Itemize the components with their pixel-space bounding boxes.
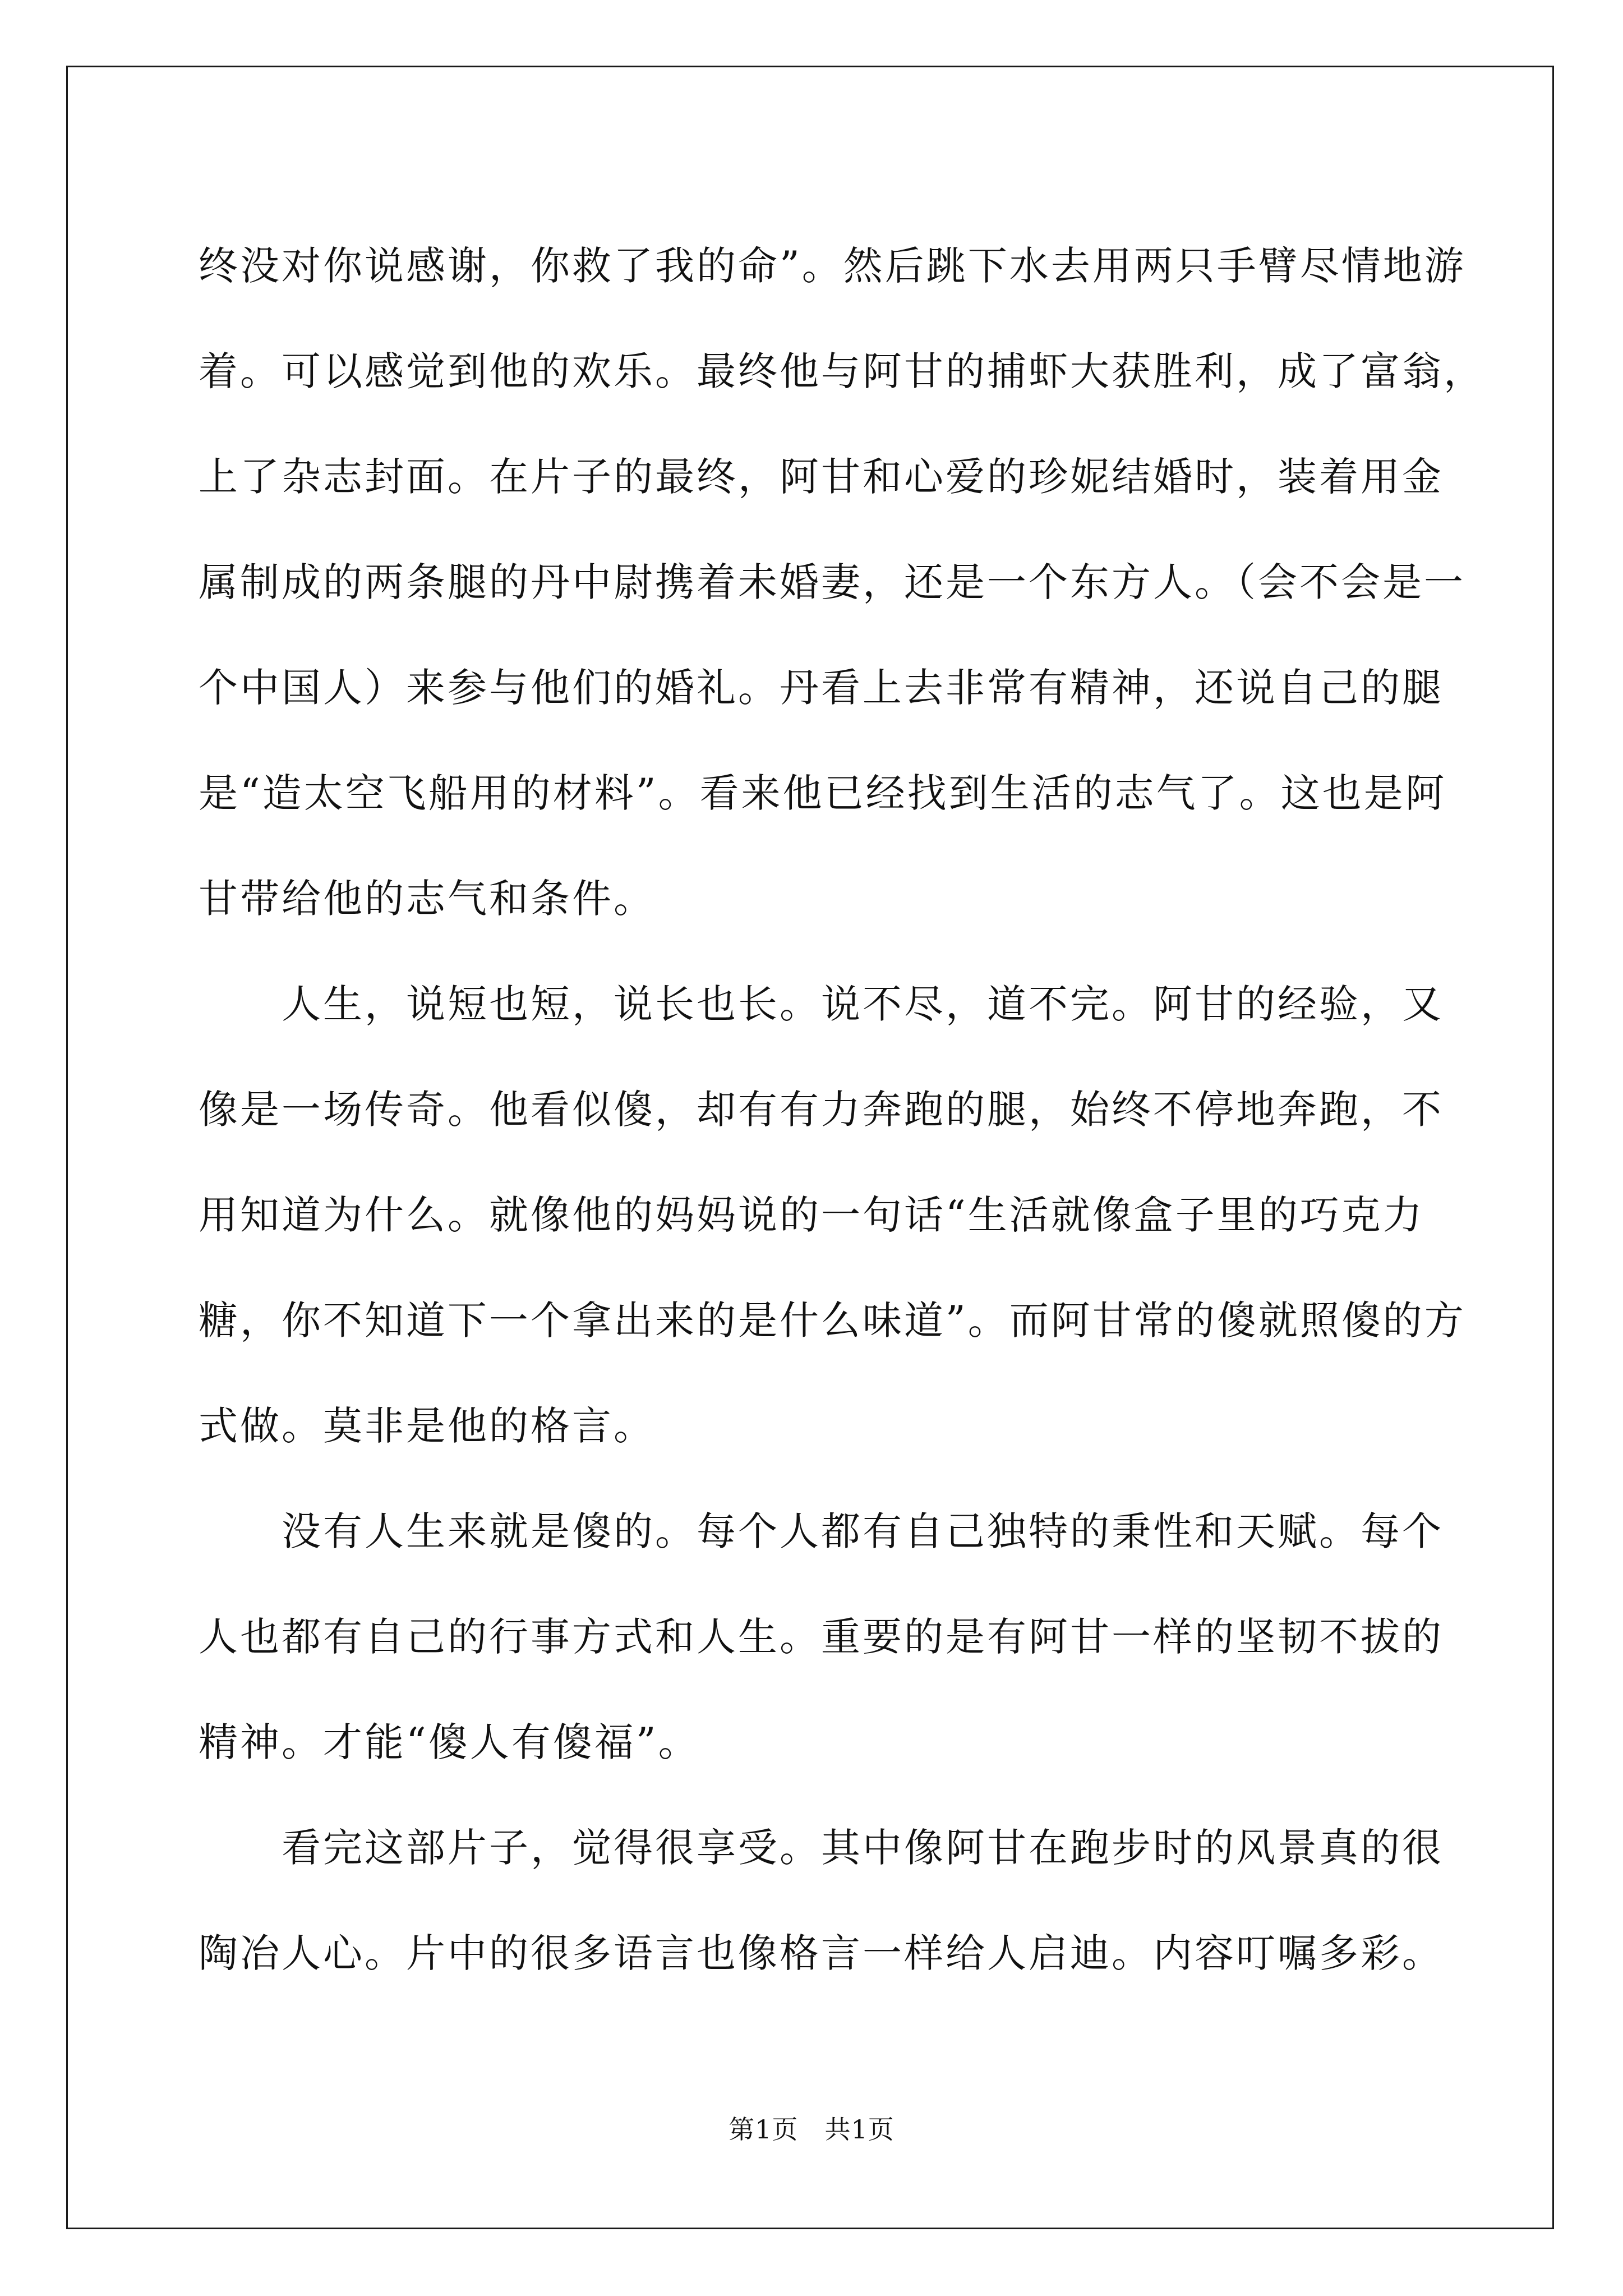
text-line: 像是一场传奇。他看似傻，却有有力奔跑的腿，始终不停地奔跑，不 [199,1087,1444,1133]
text-line: 着。可以感觉到他的欢乐。最终他与阿甘的捕虾大获胜利，成了富翁， [199,348,1485,394]
text-line: 人也都有自己的行事方式和人生。重要的是有阿甘一样的坚韧不拔的 [199,1614,1444,1660]
text-line: 属制成的两条腿的丹中尉携着未婚妻，还是一个东方人。（会不会是一 [199,559,1465,605]
text-line: 陶冶人心。片中的很多语言也像格言一样给人启迪。内容叮嘱多彩。 [199,1930,1444,1976]
text-line: 用知道为什么。就像他的妈妈说的一句话“生活就像盒子里的巧克力 [199,1192,1424,1238]
text-line: 式做。莫非是他的格言。 [199,1403,655,1449]
text-line: 没有人生来就是傻的。每个人都有自己独特的秉性和天赋。每个 [199,1508,1444,1554]
text-line: 终没对你说感谢，你救了我的命”。然后跳下水去用两只手臂尽情地游 [199,243,1466,289]
document-body [199,213,1485,2006]
text-line: 是“造太空飞船用的材料”。看来他已经找到生活的志气了。这也是阿 [199,770,1447,816]
text-line: 人生，说短也短，说长也长。说不尽，道不完。阿甘的经验，又 [199,981,1444,1027]
page-number-footer: 第1页 共1页 [728,2114,895,2145]
text-line: 上了杂志封面。在片子的最终，阿甘和心爱的珍妮结婚时，装着用金 [199,454,1444,500]
text-line: 看完这部片子，觉得很享受。其中像阿甘在跑步时的风景真的很 [199,1825,1444,1871]
text-line: 甘带给他的志气和条件。 [199,876,655,922]
text-line: 糖，你不知道下一个拿出来的是什么味道”。而阿甘常的傻就照傻的方 [199,1297,1466,1343]
text-line: 个中国人）来参与他们的婚礼。丹看上去非常有精神，还说自己的腿 [199,665,1444,711]
text-line: 精神。才能“傻人有傻福”。 [199,1719,700,1765]
